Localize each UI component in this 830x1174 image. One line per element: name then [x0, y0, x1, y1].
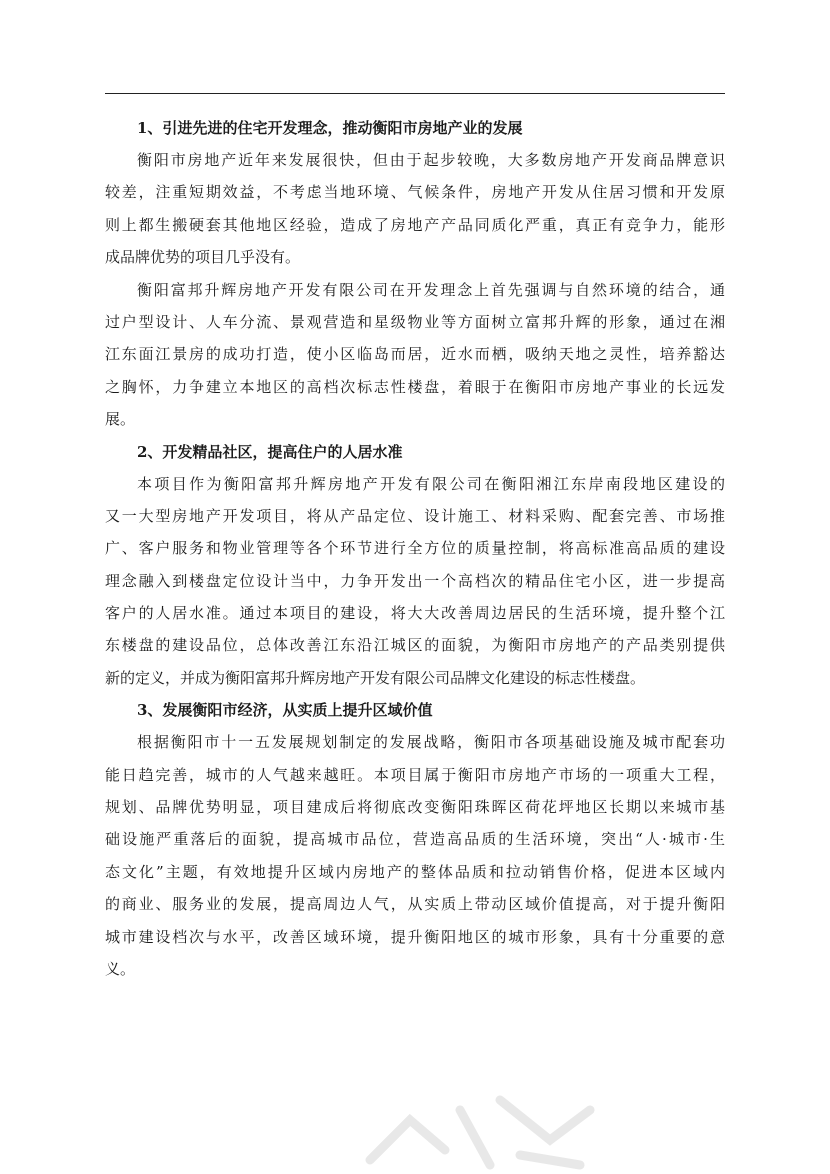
text-line: 东楼盘的建设品位，总体改善江东沿江城区的面貌，为衡阳市房地产的产品类别提供: [105, 636, 725, 655]
section-2-heading: 2、开发精品社区，提高住户的人居水准: [137, 442, 403, 461]
text-line: 义。: [105, 959, 136, 978]
section-3-heading: 3、发展衡阳市经济，从实质上提升区域价值: [137, 701, 433, 720]
text-line: 展。: [105, 410, 136, 429]
text-line: 又一大型房地产开发项目，将从产品定位、设计施工、材料采购、配套完善、市场推: [105, 506, 725, 525]
watermark-graphic: [350, 1080, 610, 1170]
text-line: 规划、品牌优势明显，项目建成后将彻底改变衡阳珠晖区荷花坪地区长期以来城市基: [105, 798, 725, 817]
text-line: 客户的人居水准。通过本项目的建设，将大大改善周边居民的生活环境，提升整个江: [105, 604, 725, 623]
text-line: 的商业、服务业的发展，提高周边人气，从实质上带动区域价值提高，对于提升衡阳: [105, 895, 725, 914]
text-line: 本项目作为衡阳富邦升辉房地产开发有限公司在衡阳湘江东岸南段地区建设的: [137, 474, 725, 493]
text-line: 城市建设档次与水平，改善区域环境，提升衡阳地区的城市形象，具有十分重要的意: [105, 927, 725, 946]
text-line: 成品牌优势的项目几乎没有。: [105, 248, 301, 267]
text-line: 根据衡阳市十一五发展规划制定的发展战略，衡阳市各项基础设施及城市配套功: [137, 733, 725, 752]
text-line: 之胸怀，力争建立本地区的高档次标志性楼盘，着眼于在衡阳市房地产事业的长远发: [105, 377, 725, 396]
header-rule: [105, 93, 725, 94]
text-line: 态文化”主题，有效地提升区域内房地产的整体品质和拉动销售价格，促进本区域内: [105, 862, 725, 881]
text-line: 则上都生搬硬套其他地区经验，造成了房地产产品同质化严重，真正有竞争力，能形: [105, 215, 725, 234]
document-body: [105, 112, 725, 985]
section-1-paragraph-1: [105, 144, 725, 274]
text-line: 能日趋完善，城市的人气越来越旺。本项目属于衡阳市房地产市场的一项重大工程，: [105, 765, 725, 784]
text-line: 理念融入到楼盘定位设计当中，力争开发出一个高档次的精品住宅小区，进一步提高: [105, 571, 725, 590]
text-line: 江东面江景房的成功打造，使小区临岛而居，近水而栖，吸纳天地之灵性，培养豁达: [105, 345, 725, 364]
text-line: 新的定义，并成为衡阳富邦升辉房地产开发有限公司品牌文化建设的标志性楼盘。: [105, 668, 646, 687]
section-1-heading: 1、引进先进的住宅开发理念，推动衡阳市房地产业的发展: [137, 119, 523, 137]
text-line: 础设施严重落后的面貌，提高城市品位，营造高品质的生活环境，突出“人·城市·生: [105, 830, 725, 849]
text-line: 衡阳富邦升辉房地产开发有限公司在开发理念上首先强调与自然环境的结合，通: [137, 280, 725, 299]
text-line: 较差，注重短期效益，不考虑当地环境、气候条件，房地产开发从住居习惯和开发原: [105, 183, 725, 202]
section-1-paragraph-2: [105, 274, 725, 436]
section-2-paragraph-1: [105, 468, 725, 695]
text-line: 衡阳市房地产近年来发展很快，但由于起步较晚，大多数房地产开发商品牌意识: [137, 151, 725, 169]
text-line: 过户型设计、人车分流、景观营造和星级物业等方面树立富邦升辉的形象，通过在湘: [105, 312, 725, 331]
text-line: 广、客户服务和物业管理等各个环节进行全方位的质量控制，将高标准高品质的建设: [105, 539, 725, 558]
section-3-paragraph-1: [105, 726, 725, 985]
